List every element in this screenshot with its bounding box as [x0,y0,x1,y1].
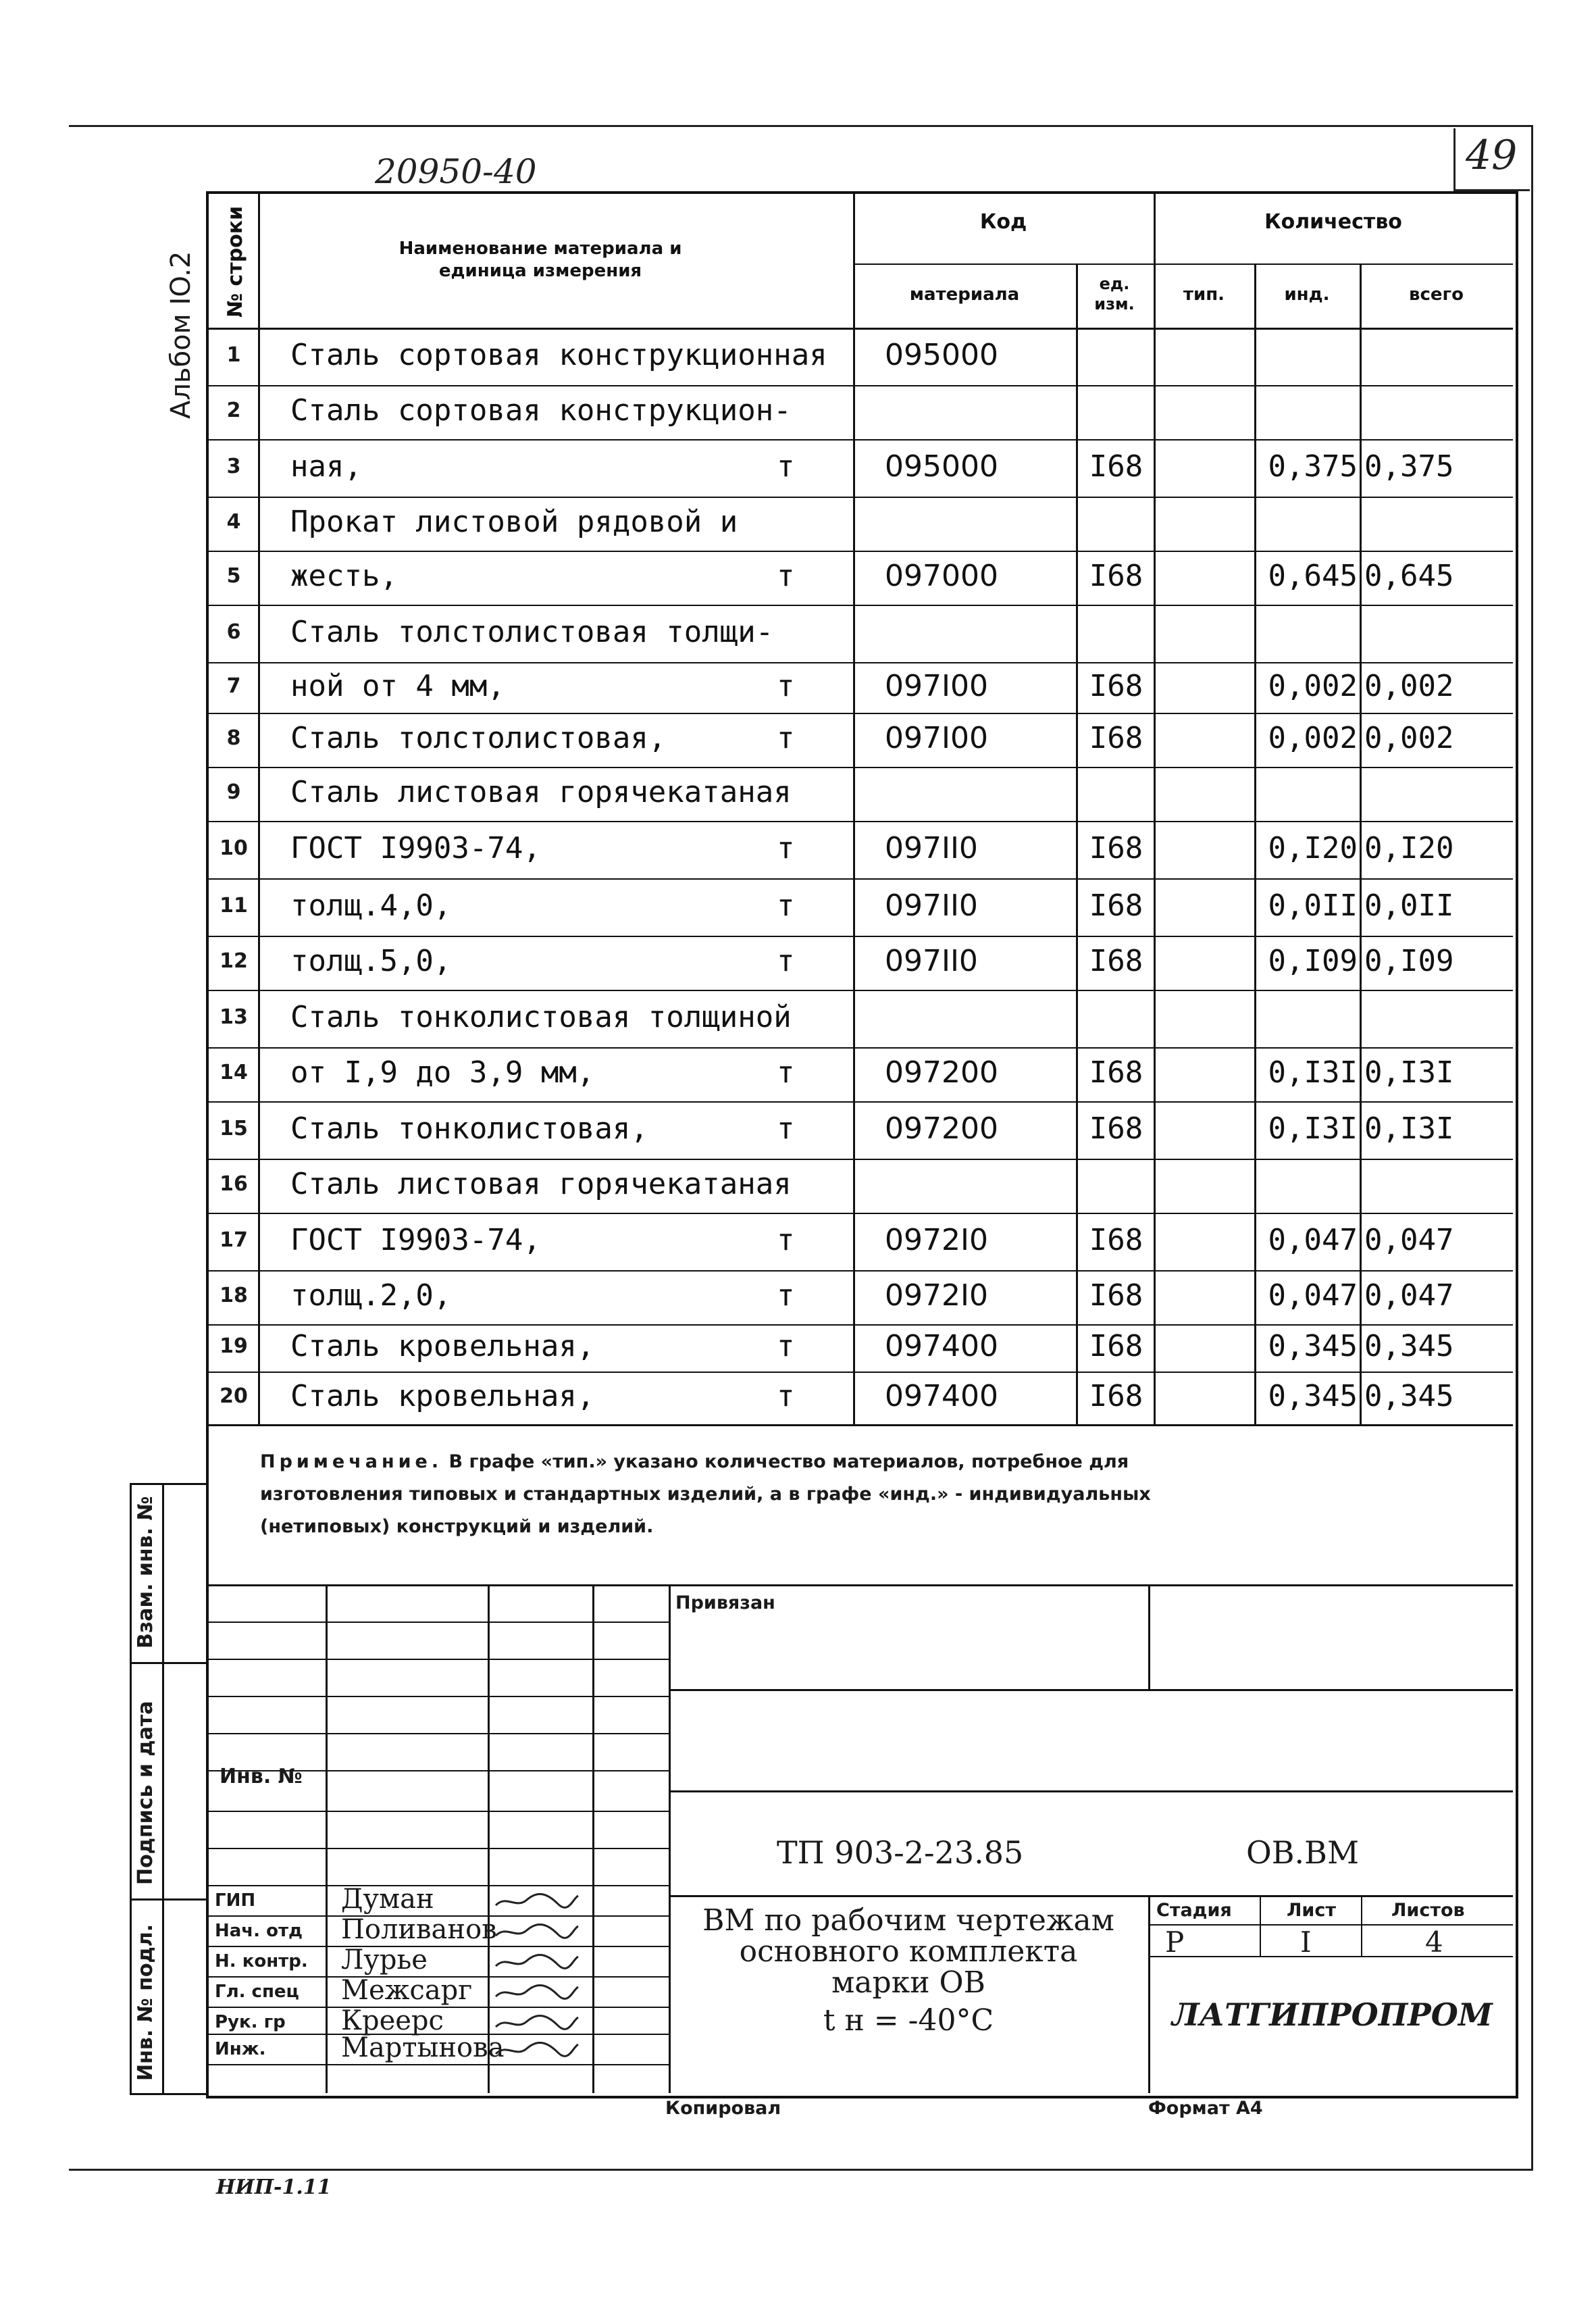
inv-no-label: Инв. № [220,1765,303,1788]
signer-name: Креерс [341,2005,444,2036]
row-divider [206,713,1513,714]
privyazan-label: Привязан [675,1592,775,1613]
qty-ind: 0,0II [1268,888,1358,923]
signer-name: Поливанов [341,1914,497,1945]
signature-icon [493,1983,581,2002]
side-strip-bottom [130,2093,206,2095]
sheet-value: I [1300,1926,1312,1959]
table-bottom-line [206,1424,1513,1426]
row-number: 2 [226,399,241,422]
unit-letter: т [777,1111,795,1146]
sheets-value: 4 [1425,1926,1443,1959]
material-name: Сталь кровельная, [290,1379,595,1413]
row-divider [206,605,1513,606]
header-material: материала [909,284,1020,305]
material-code: 097400 [885,1379,998,1413]
col-line-ind [1360,263,1362,1424]
stamp-row-line [206,1733,669,1734]
unit-code: I68 [1089,559,1143,593]
material-name: Сталь тонколистовая, [290,1111,648,1146]
note-line1: В графе «тип.» указано количество материалов, потребное для [448,1451,1129,1472]
material-name: Сталь кровельная, [290,1329,595,1363]
material-name: ная, [290,449,362,484]
qty-total: 0,I09 [1364,944,1454,978]
material-name: Сталь сортовая конструкционная [290,337,827,372]
material-code: 097II0 [885,888,978,923]
row-number: 8 [226,726,241,750]
sheets-label: Листов [1391,1900,1465,1921]
doc-title-1: ВМ по рабочим чертежам [702,1903,1114,1938]
qty-total: 0,I3I [1364,1055,1454,1090]
qty-ind: 0,I20 [1268,830,1358,865]
qty-ind: 0,I3I [1268,1111,1358,1146]
material-name: Сталь листовая горячекатаная [290,775,792,809]
material-code: 097000 [885,559,998,593]
row-divider [206,1159,1513,1160]
signer-role: Н. контр. [215,1951,308,1971]
stamp-row-line [206,1946,669,1947]
note-line3: (нетиповых) конструкций и изделий. [260,1516,654,1537]
qty-total: 0,I3I [1364,1111,1454,1146]
signature-icon [493,1953,581,1971]
row-number: 5 [226,564,241,588]
side-strip-top [130,1483,206,1485]
material-name: ГОСТ I9903-74, [290,830,541,865]
side-strip-left [130,1483,132,2093]
side-label-vzam: Взам. инв. № [134,1496,157,1649]
unit-code: I68 [1089,668,1143,703]
code-top-line [669,1790,1513,1792]
unit-letter: т [777,888,795,923]
stamp-col-3 [592,1584,594,2093]
stamp-col-1 [326,1584,328,2093]
note-line2: изготовления типовых и стандартных изделий, а в графе «инд.» - индивидуальных [260,1484,1151,1505]
unit-code: I68 [1089,1055,1143,1090]
row-number: 11 [220,893,248,917]
row-number: 13 [220,1005,248,1029]
qty-total: 0,002 [1364,721,1454,755]
header-quantity: Количество [1264,210,1402,234]
material-name: толщ.2,0, [290,1278,452,1313]
material-name: толщ.5,0, [290,944,452,978]
unit-letter: т [777,721,795,755]
side-strip-right [162,1483,164,2093]
row-divider [206,1213,1513,1214]
kopiroval-label: Копировал [665,2098,781,2119]
doc-mark: ОВ.ВМ [1246,1834,1360,1871]
qty-ind: 0,047 [1268,1222,1358,1257]
material-name: Сталь толстолистовая толщи- [290,614,774,649]
row-divider [206,1270,1513,1272]
unit-letter: т [777,1222,795,1257]
row-number: 4 [226,510,241,534]
signer-name: Лурье [341,1944,428,1976]
col-line-num [258,191,260,1424]
unit-code: I68 [1089,830,1143,865]
header-row-no: № строки [224,205,247,318]
row-number: 19 [220,1334,248,1358]
unit-letter: т [777,1379,795,1413]
header-bottom-line [206,328,1513,330]
row-number: 15 [220,1116,248,1140]
stage-split-1 [1260,1895,1261,1956]
qty-ind: 0,047 [1268,1278,1358,1313]
unit-code: I68 [1089,449,1143,484]
row-number: 12 [220,949,248,973]
header-ind: инд. [1284,284,1330,305]
qty-total: 0,0II [1364,888,1454,923]
stage-label: Стадия [1156,1900,1232,1921]
row-number: 7 [226,674,241,698]
row-divider [206,821,1513,822]
doc-title-3: марки ОВ [831,1965,985,2000]
qty-ind: 0,345 [1268,1329,1358,1363]
qty-ind: 0,I09 [1268,944,1358,978]
material-name: жесть, [290,559,398,593]
header-total: всего [1409,284,1464,305]
stamp-row-line [206,1621,669,1623]
material-code: 095000 [885,449,998,484]
material-code: 097I00 [885,721,988,755]
unit-letter: т [777,668,795,703]
unit-letter: т [777,830,795,865]
header-name: Наименование материала и единица измерения [398,238,682,281]
material-code: 097200 [885,1055,998,1090]
col-line-code [1076,263,1078,1424]
album-label: Альбом IO.2 [165,251,197,419]
side-strip-line-1 [130,1662,206,1664]
unit-letter: т [777,944,795,978]
signature-icon [493,1892,581,1911]
material-name: Прокат листовой рядовой и [290,505,738,539]
row-divider [206,878,1513,880]
row-number: 9 [226,780,241,804]
material-name: Сталь листовая горячекатаная [290,1167,792,1201]
qty-total: 0,I20 [1364,830,1454,865]
qty-total: 0,345 [1364,1379,1454,1413]
material-code: 097400 [885,1329,998,1363]
doc-title-2: основного комплекта [739,1934,1078,1969]
row-number: 20 [220,1384,248,1408]
material-name: Сталь тонколистовая толщиной [290,999,792,1034]
side-label-podpis: Подпись и дата [134,1701,157,1885]
row-divider [206,936,1513,937]
unit-letter: т [777,449,795,484]
unit-code: I68 [1089,721,1143,755]
row-number: 3 [226,454,241,478]
qty-ind: 0,I3I [1268,1055,1358,1090]
material-name: Сталь толстолистовая, [290,721,667,755]
unit-code: I68 [1089,888,1143,923]
signer-role: ГИП [215,1890,256,1911]
material-code: 095000 [885,337,998,372]
stamp-row-line [206,1885,669,1886]
footer-mark: НИП-1.11 [216,2175,332,2199]
signer-role: Рук. гр [215,2012,286,2032]
qty-total: 0,002 [1364,668,1454,703]
note-label: Примечание. [260,1451,443,1472]
row-divider [206,990,1513,991]
material-code: 097200 [885,1111,998,1146]
unit-letter: т [777,559,795,593]
row-divider [206,385,1513,386]
stamp-col-2 [488,1584,490,2093]
signer-role: Инж. [215,2039,266,2059]
stamp-row-line [206,1848,669,1849]
org-name: ЛАТГИПРОПРОМ [1172,1996,1493,2033]
qty-ind: 0,002 [1268,668,1358,703]
signer-role: Гл. спец [215,1982,299,2002]
col-line-unit [1154,191,1156,1424]
doc-title [675,1905,1141,2036]
stamp-row-line [206,1811,669,1812]
material-code: 0972I0 [885,1278,988,1313]
doc-code: ТП 903-2-23.85 [777,1834,1024,1871]
signature-icon [493,2013,581,2032]
row-divider [206,551,1513,552]
side-strip-line-2 [130,1898,206,1901]
row-divider [206,497,1513,498]
page-bottom-line [69,2169,1531,2171]
unit-letter: т [777,1329,795,1363]
signer-name: Мартынова [341,2032,505,2063]
signer-name: Межсарг [341,1975,473,2006]
header-unit: ед. изм. [1094,274,1135,313]
row-divider [206,1101,1513,1103]
row-divider [206,1324,1513,1326]
doc-title-4: t н = -40°С [823,2003,994,2038]
qty-ind: 0,002 [1268,721,1358,755]
row-divider [206,1372,1513,1373]
material-name: ной от 4 мм, [290,668,505,703]
material-name: от I,9 до 3,9 мм, [290,1055,595,1090]
unit-letter: т [777,1055,795,1090]
row-divider [206,662,1513,663]
qty-total: 0,047 [1364,1278,1454,1313]
qty-total: 0,645 [1364,559,1454,593]
qty-ind: 0,645 [1268,559,1358,593]
row-divider [206,1047,1513,1049]
row-divider [206,439,1513,441]
code-bottom-line [669,1895,1513,1897]
note-text [260,1446,1503,1543]
qty-ind: 0,375 [1268,449,1358,484]
stamp-row-line [206,2064,669,2065]
row-number: 17 [220,1228,248,1252]
stamp-row-line [206,1696,669,1697]
qty-total: 0,345 [1364,1329,1454,1363]
privyazan-bottom-line [669,1689,1513,1691]
qty-total: 0,047 [1364,1222,1454,1257]
row-number: 18 [220,1284,248,1307]
signature-icon [493,1922,581,1941]
material-code: 097II0 [885,830,978,865]
material-name: толщ.4,0, [290,888,452,923]
unit-code: I68 [1089,1111,1143,1146]
header-split-line [853,263,1513,265]
header-typ: тип. [1183,284,1225,305]
stamp-col-4 [669,1584,671,2093]
format-label: Формат А4 [1148,2098,1263,2119]
stamp-col-privyazan [1148,1584,1150,1689]
stage-split-2 [1361,1895,1362,1956]
qty-total: 0,375 [1364,449,1454,484]
row-number: 6 [226,620,241,644]
row-divider [206,767,1513,768]
stage-value-line [1148,1956,1513,1957]
stage-header-line [1148,1924,1513,1926]
material-code: 0972I0 [885,1222,988,1257]
row-number: 1 [226,343,241,367]
signer-role: Нач. отд [215,1921,303,1941]
col-line-name [853,191,855,1424]
signer-name: Думан [341,1884,434,1915]
row-number: 10 [220,836,248,860]
material-name: Сталь сортовая конструкцион- [290,393,792,428]
unit-code: I68 [1089,1278,1143,1313]
unit-letter: т [777,1278,795,1313]
stamp-row-line [206,1659,669,1660]
signature-icon [493,2040,581,2059]
material-name: ГОСТ I9903-74, [290,1222,541,1257]
doc-number: 20950-40 [375,152,537,191]
sheet-label: Лист [1287,1900,1336,1921]
unit-code: I68 [1089,1329,1143,1363]
unit-code: I68 [1089,1379,1143,1413]
header-code: Код [979,210,1027,234]
page-number: 49 [1466,132,1518,179]
material-code: 097II0 [885,944,978,978]
material-code: 097I00 [885,668,988,703]
unit-code: I68 [1089,1222,1143,1257]
unit-code: I68 [1089,944,1143,978]
row-number: 16 [220,1172,248,1196]
stage-value: Р [1165,1926,1185,1959]
row-number: 14 [220,1061,248,1084]
stamp-top-line [206,1584,1513,1586]
side-label-inv-podl: Инв. № подл. [134,1923,157,2081]
qty-ind: 0,345 [1268,1379,1358,1413]
